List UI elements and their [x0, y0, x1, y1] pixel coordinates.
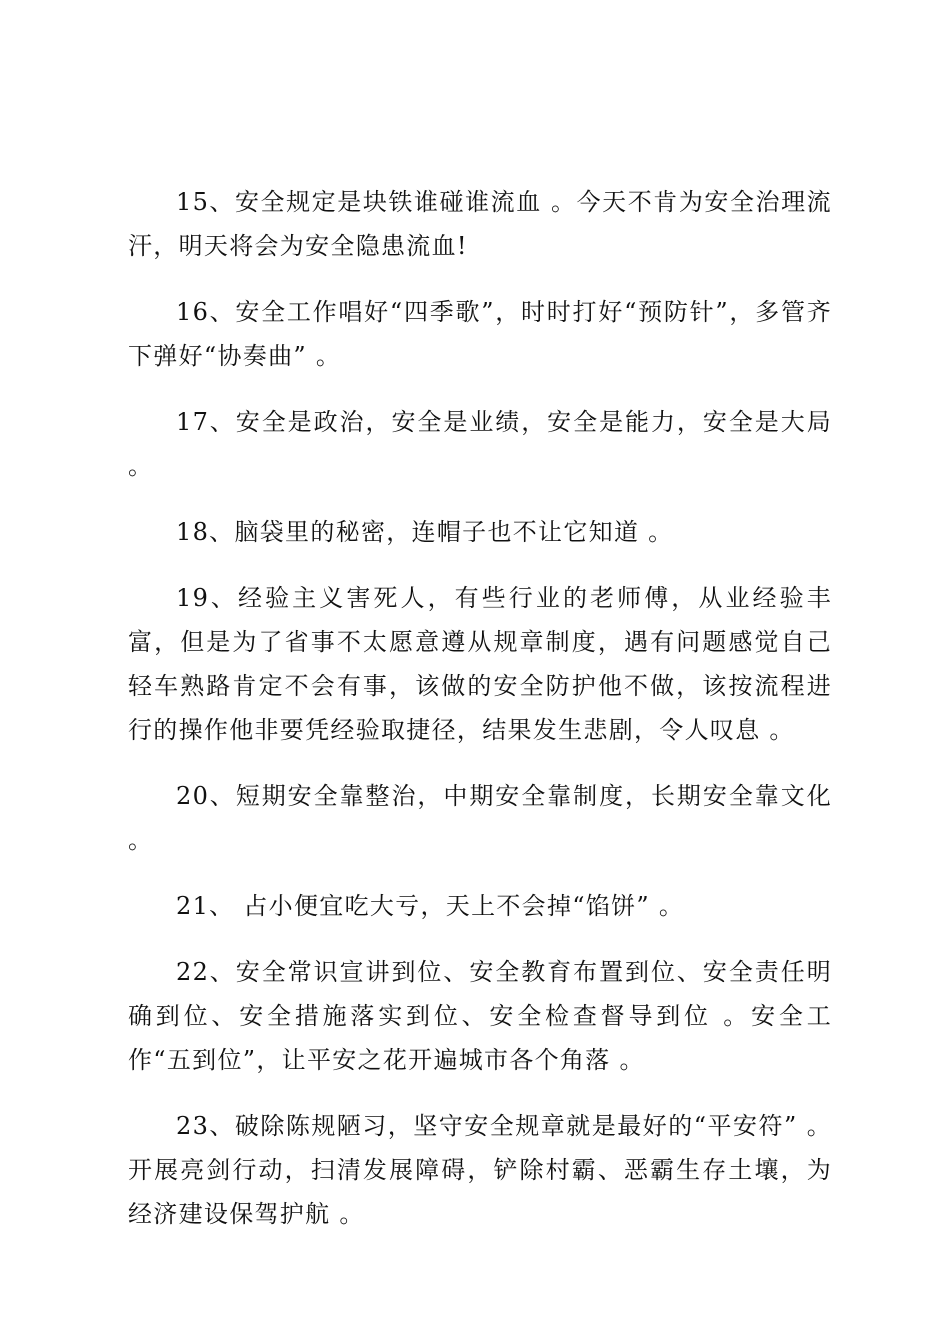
paragraph-23: 23、破除陈规陋习，坚守安全规章就是最好的“平安符” 。开展亮剑行动，扫清发展障碍，铲除村霸、恶霸生存土壤，为经济建设保驾护航 。	[128, 1112, 832, 1228]
paragraph-19: 19、经验主义害死人，有些行业的老师傅，从业经验丰富，但是为了省事不太愿意遵从规章制度，遇有问题感觉自己轻车熟路肯定不会有事，该做的安全防护他不做，该按流程进行的操作他非要凭经验取捷径，结果发生悲剧，令人叹息 。	[128, 584, 832, 744]
document-body	[128, 180, 832, 1258]
paragraph-18: 18、脑袋里的秘密，连帽子也不让它知道 。	[176, 518, 674, 546]
paragraph-22: 22、安全常识宣讲到位、安全教育布置到位、安全责任明确到位、安全措施落实到位、安全检查督导到位 。安全工作“五到位”，让平安之花开遍城市各个角落 。	[128, 958, 832, 1074]
paragraph-16: 16、安全工作唱好“四季歌”，时时打好“预防针”，多管齐下弹好“协奏曲” 。	[128, 298, 832, 370]
paragraph-21: 21、 占小便宜吃大亏，天上不会掉“馅饼” 。	[176, 892, 685, 920]
paragraph-20: 20、短期安全靠整治，中期安全靠制度，长期安全靠文化 。	[128, 782, 832, 854]
paragraph-17: 17、安全是政治，安全是业绩，安全是能力，安全是大局 。	[128, 408, 832, 480]
paragraph-15: 15、安全规定是块铁谁碰谁流血 。今天不肯为安全治理流汗，明天将会为安全隐患流血!	[128, 188, 832, 260]
